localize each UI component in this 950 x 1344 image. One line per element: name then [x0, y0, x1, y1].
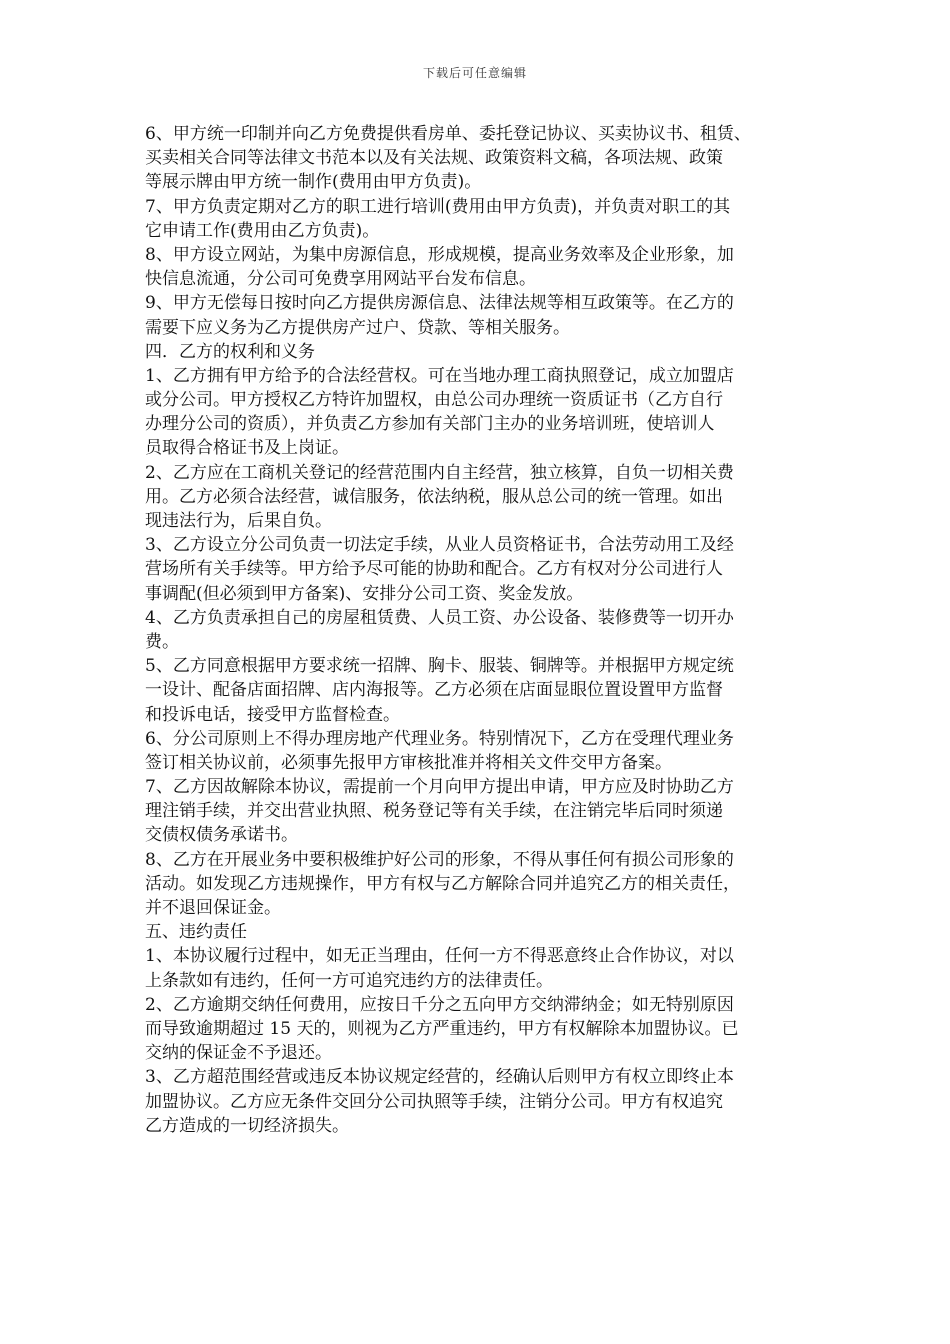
- text-line: 并不退回保证金。: [145, 898, 281, 918]
- text-line: 它申请工作(费用由乙方负责)。: [145, 220, 380, 241]
- text-line: 或分公司。甲方授权乙方特许加盟权，由总公司办理统一资质证书（乙方自行: [145, 390, 723, 411]
- text-line: 6、分公司原则上不得办理房地产代理业务。特别情况下，乙方在受理代理业务: [145, 728, 734, 749]
- text-line: 营场所有关手续等。甲方给予尽可能的协助和配合。乙方有权对分公司进行人: [145, 559, 723, 580]
- text-line: 买卖相关合同等法律文书范本以及有关法规、政策资料文稿，各项法规、政策: [145, 148, 723, 169]
- text-line: 3、乙方超范围经营或违反本协议规定经营的，经确认后则甲方有权立即终止本: [145, 1067, 734, 1088]
- text-line: 员取得合格证书及上岗证。: [145, 438, 349, 459]
- text-line: 1、乙方拥有甲方给予的合法经营权。可在当地办理工商执照登记，成立加盟店: [145, 365, 734, 386]
- text-line: 现违法行为，后果自负。: [145, 511, 332, 531]
- text-line: 和投诉电话，接受甲方监督检查。: [145, 704, 400, 725]
- document-body: [145, 122, 810, 1138]
- text-line: 加盟协议。乙方应无条件交回分公司执照等手续，注销分公司。甲方有权追究: [145, 1091, 723, 1112]
- text-line: 9、甲方无偿每日按时向乙方提供房源信息、法律法规等相互政策等。在乙方的: [145, 293, 734, 314]
- text-line: 用。乙方必须合法经营，诚信服务，依法纳税，服从总公司的统一管理。如出: [145, 486, 723, 507]
- text-line: 乙方造成的一切经济损失。: [145, 1115, 349, 1136]
- text-line: 交纳的保证金不予退还。: [145, 1043, 332, 1064]
- page-header-note: 下载后可任意编辑: [422, 66, 527, 80]
- text-line: 1、本协议履行过程中，如无正当理由，任何一方不得恶意终止合作协议，对以: [145, 946, 734, 967]
- text-line: 2、乙方应在工商机关登记的经营范围内自主经营，独立核算，自负一切相关费: [145, 462, 734, 483]
- text-line: 活动。如发现乙方违规操作，甲方有权与乙方解除合同并追究乙方的相关责任，: [145, 873, 740, 894]
- text-line: 6、甲方统一印制并向乙方免费提供看房单、委托登记协议、买卖协议书、租赁、: [145, 124, 751, 144]
- text-line: 快信息流通，分公司可免费享用网站平台发布信息。: [145, 269, 536, 290]
- text-line: 5、乙方同意根据甲方要求统一招牌、胸卡、服装、铜牌等。并根据甲方规定统: [145, 656, 734, 677]
- text-line: 等展示牌由甲方统一制作(费用由甲方负责)。: [145, 172, 482, 193]
- text-line: 需要下应义务为乙方提供房产过户、贷款、等相关服务。: [145, 317, 570, 338]
- text-line: 理注销手续，并交出营业执照、税务登记等有关手续，在注销完毕后同时须递: [145, 801, 723, 822]
- text-line: 3、乙方设立分公司负责一切法定手续，从业人员资格证书，合法劳动用工及经: [145, 535, 734, 556]
- text-line: 五、违约责任: [145, 922, 247, 943]
- text-line: 办理分公司的资质），并负责乙方参加有关部门主办的业务培训班，使培训人: [145, 414, 715, 435]
- text-line: 交债权债务承诺书。: [145, 825, 298, 846]
- text-line: 7、乙方因故解除本协议，需提前一个月向甲方提出申请，甲方应及时协助乙方: [145, 777, 734, 798]
- text-line: 4、乙方负责承担自己的房屋租赁费、人员工资、办公设备、装修费等一切开办: [145, 607, 734, 628]
- text-line: 事调配(但必须到甲方备案)、安排分公司工资、奖金发放。: [145, 583, 584, 604]
- text-line: 一设计、配备店面招牌、店内海报等。乙方必须在店面显眼位置设置甲方监督: [145, 680, 723, 701]
- text-line: 费。: [145, 631, 179, 652]
- text-line: 签订相关协议前，必须事先报甲方审核批准并将相关文件交甲方备案。: [145, 752, 672, 773]
- text-line: 8、甲方设立网站，为集中房源信息，形成规模，提高业务效率及企业形象，加: [145, 244, 734, 265]
- text-line: 8、乙方在开展业务中要积极维护好公司的形象，不得从事任何有损公司形象的: [145, 849, 734, 870]
- text-line: 四．乙方的权利和义务: [145, 341, 315, 362]
- text-line: 2、乙方逾期交纳任何费用，应按日千分之五向甲方交纳滞纳金；如无特别原因: [145, 994, 734, 1015]
- text-line: 上条款如有违约，任何一方可追究违约方的法律责任。: [145, 970, 553, 991]
- text-line: 而导致逾期超过 15 天的，则视为乙方严重违约，甲方有权解除本加盟协议。已: [145, 1018, 739, 1039]
- text-line: 7、甲方负责定期对乙方的职工进行培训(费用由甲方负责)，并负责对职工的其: [145, 196, 731, 217]
